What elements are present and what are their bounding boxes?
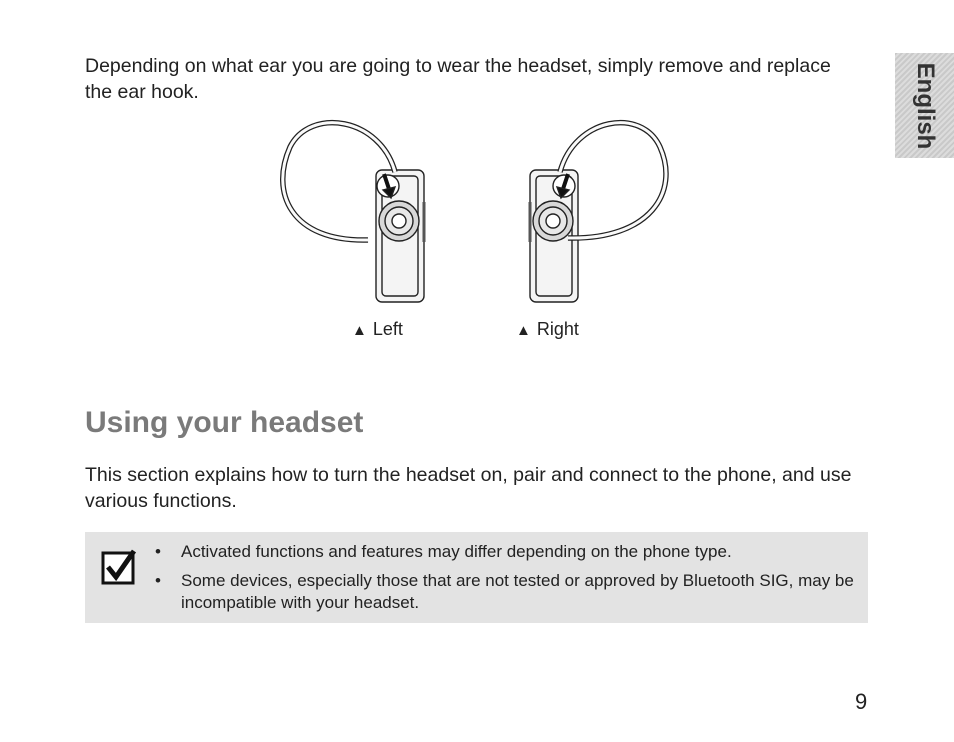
right-caption: [516, 319, 579, 340]
triangle-up-icon: ▲: [352, 322, 367, 339]
checkbox-check-icon: [101, 549, 137, 585]
language-tab: [895, 53, 954, 158]
note-list: [155, 541, 855, 621]
right-headset-figure: [530, 123, 666, 302]
intro-paragraph: Depending on what ear you are going to wear the headset, simply remove and replace the ear hook.: [85, 55, 831, 103]
note-item: • Some devices, especially those that are not tested or approved by Bluetooth SIG, may be incompatible with your headset.: [155, 570, 855, 614]
triangle-up-icon: ▲: [516, 322, 531, 339]
ear-hook-illustration: [270, 112, 690, 312]
section-description: This section explains how to turn the headset on, pair and connect to the phone, and use various functions.: [85, 464, 852, 512]
page-number: 9: [855, 689, 868, 714]
language-tab-label: English: [911, 62, 939, 149]
left-caption-text: Left: [372, 319, 403, 339]
note-item: • Activated functions and features may differ depending on the phone type.: [155, 541, 855, 563]
left-caption: [352, 319, 403, 340]
note-box: [85, 532, 868, 623]
right-caption-text: Right: [536, 319, 579, 339]
left-headset-figure: [283, 123, 424, 302]
section-heading: Using your headset: [85, 406, 364, 439]
